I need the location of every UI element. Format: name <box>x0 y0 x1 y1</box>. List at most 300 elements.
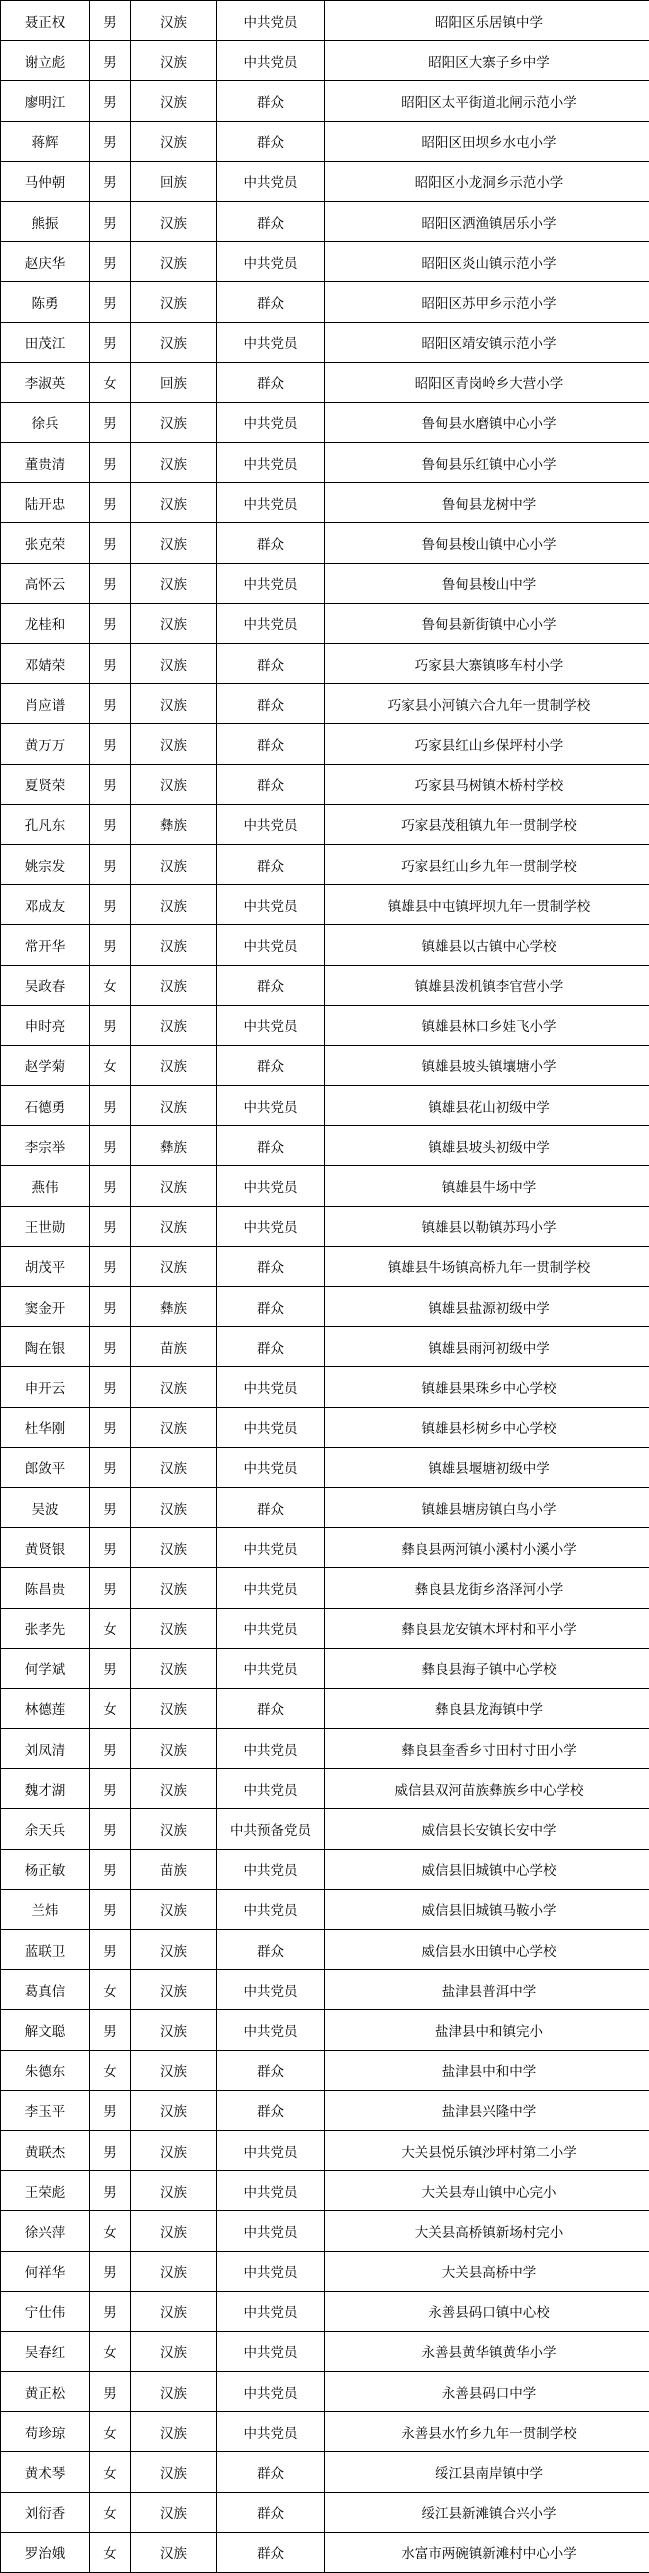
table-row <box>1 1447 649 1487</box>
name-cell: 林德莲 <box>1 1688 90 1728</box>
ethnicity-cell: 苗族 <box>131 1849 217 1889</box>
political-status-cell: 中共党员 <box>217 1367 325 1407</box>
table-row <box>1 2251 649 2291</box>
name-cell: 徐兵 <box>1 402 90 442</box>
table-row <box>1 644 649 684</box>
political-status-cell: 中共党员 <box>217 1769 325 1809</box>
ethnicity-cell: 回族 <box>131 362 217 402</box>
ethnicity-cell: 汉族 <box>131 764 217 804</box>
gender-cell: 男 <box>90 2171 131 2211</box>
name-cell: 郎敛平 <box>1 1447 90 1487</box>
workplace-cell: 威信县双河苗族彝族乡中心学校 <box>325 1769 649 1809</box>
ethnicity-cell: 汉族 <box>131 1809 217 1849</box>
name-cell: 龙桂和 <box>1 603 90 643</box>
gender-cell: 男 <box>90 563 131 603</box>
gender-cell: 男 <box>90 1648 131 1688</box>
political-status-cell: 群众 <box>217 2050 325 2090</box>
ethnicity-cell: 汉族 <box>131 724 217 764</box>
gender-cell: 男 <box>90 1246 131 1286</box>
name-cell: 陶在银 <box>1 1327 90 1367</box>
political-status-cell: 群众 <box>217 2492 325 2532</box>
gender-cell: 男 <box>90 1367 131 1407</box>
ethnicity-cell: 汉族 <box>131 2452 217 2492</box>
gender-cell: 男 <box>90 1005 131 1045</box>
political-status-cell: 中共党员 <box>217 1407 325 1447</box>
political-status-cell: 群众 <box>217 2532 325 2572</box>
political-status-cell: 群众 <box>217 81 325 121</box>
political-status-cell: 中共党员 <box>217 1648 325 1688</box>
table-row <box>1 1528 649 1568</box>
ethnicity-cell: 汉族 <box>131 885 217 925</box>
name-cell: 孔凡东 <box>1 804 90 844</box>
table-row <box>1 1206 649 1246</box>
name-cell: 蓝联卫 <box>1 1930 90 1970</box>
ethnicity-cell: 汉族 <box>131 1528 217 1568</box>
name-cell: 姚宗发 <box>1 844 90 884</box>
ethnicity-cell: 汉族 <box>131 1 217 41</box>
ethnicity-cell: 汉族 <box>131 1086 217 1126</box>
workplace-cell: 威信县旧城镇中心学校 <box>325 1849 649 1889</box>
gender-cell: 男 <box>90 2090 131 2130</box>
table-row <box>1 1608 649 1648</box>
gender-cell: 女 <box>90 2412 131 2452</box>
ethnicity-cell: 汉族 <box>131 2372 217 2412</box>
political-status-cell: 中共党员 <box>217 1849 325 1889</box>
ethnicity-cell: 汉族 <box>131 2251 217 2291</box>
name-cell: 邓婧荣 <box>1 644 90 684</box>
name-cell: 蒋辉 <box>1 121 90 161</box>
political-status-cell: 中共党员 <box>217 1729 325 1769</box>
workplace-cell: 镇雄县牛场中学 <box>325 1166 649 1206</box>
table-row <box>1 844 649 884</box>
ethnicity-cell: 汉族 <box>131 1447 217 1487</box>
gender-cell: 男 <box>90 804 131 844</box>
ethnicity-cell: 汉族 <box>131 2291 217 2331</box>
gender-cell: 男 <box>90 1 131 41</box>
political-status-cell: 中共党员 <box>217 2372 325 2412</box>
political-status-cell: 群众 <box>217 1327 325 1367</box>
name-cell: 刘衍香 <box>1 2492 90 2532</box>
table-row <box>1 41 649 81</box>
table-row <box>1 2050 649 2090</box>
table-row <box>1 1729 649 1769</box>
political-status-cell: 中共党员 <box>217 322 325 362</box>
name-cell: 王世勋 <box>1 1206 90 1246</box>
table-row <box>1 1487 649 1527</box>
gender-cell: 男 <box>90 684 131 724</box>
table-row <box>1 2090 649 2130</box>
workplace-cell: 盐津县兴隆中学 <box>325 2090 649 2130</box>
ethnicity-cell: 汉族 <box>131 2211 217 2251</box>
workplace-cell: 昭阳区炎山镇示范小学 <box>325 242 649 282</box>
gender-cell: 女 <box>90 2492 131 2532</box>
table-row <box>1 603 649 643</box>
name-cell: 徐兴萍 <box>1 2211 90 2251</box>
workplace-cell: 威信县旧城镇马鞍小学 <box>325 1889 649 1929</box>
name-cell: 杨正敏 <box>1 1849 90 1889</box>
table-row <box>1 764 649 804</box>
political-status-cell: 中共党员 <box>217 161 325 201</box>
gender-cell: 男 <box>90 844 131 884</box>
workplace-cell: 鲁甸县梭山镇中心小学 <box>325 523 649 563</box>
political-status-cell: 中共党员 <box>217 2010 325 2050</box>
name-cell: 赵庆华 <box>1 242 90 282</box>
political-status-cell: 群众 <box>217 724 325 764</box>
name-cell: 解文聪 <box>1 2010 90 2050</box>
name-cell: 陈勇 <box>1 282 90 322</box>
political-status-cell: 中共党员 <box>217 1086 325 1126</box>
ethnicity-cell: 汉族 <box>131 1608 217 1648</box>
workplace-cell: 镇雄县坡头镇壤塘小学 <box>325 1045 649 1085</box>
name-cell: 石德勇 <box>1 1086 90 1126</box>
political-status-cell: 群众 <box>217 1246 325 1286</box>
gender-cell: 女 <box>90 965 131 1005</box>
name-cell: 谢立彪 <box>1 41 90 81</box>
ethnicity-cell: 汉族 <box>131 644 217 684</box>
name-cell: 余天兵 <box>1 1809 90 1849</box>
name-cell: 田茂江 <box>1 322 90 362</box>
ethnicity-cell: 汉族 <box>131 2412 217 2452</box>
table-row <box>1 2452 649 2492</box>
political-status-cell: 中共党员 <box>217 1970 325 2010</box>
ethnicity-cell: 汉族 <box>131 2050 217 2090</box>
political-status-cell: 中共党员 <box>217 885 325 925</box>
workplace-cell: 大关县悦乐镇沙坪村第二小学 <box>325 2130 649 2170</box>
name-cell: 申开云 <box>1 1367 90 1407</box>
name-cell: 王荣彪 <box>1 2171 90 2211</box>
table-row <box>1 1688 649 1728</box>
ethnicity-cell: 彝族 <box>131 1287 217 1327</box>
name-cell: 何祥华 <box>1 2251 90 2291</box>
workplace-cell: 巧家县大寨镇哆车村小学 <box>325 644 649 684</box>
name-cell: 黄正松 <box>1 2372 90 2412</box>
table-row <box>1 1246 649 1286</box>
ethnicity-cell: 汉族 <box>131 1970 217 2010</box>
name-cell: 吴政春 <box>1 965 90 1005</box>
workplace-cell: 绥江县南岸镇中学 <box>325 2452 649 2492</box>
gender-cell: 男 <box>90 322 131 362</box>
gender-cell: 男 <box>90 2291 131 2331</box>
gender-cell: 男 <box>90 764 131 804</box>
workplace-cell: 巧家县茂租镇九年一贯制学校 <box>325 804 649 844</box>
ethnicity-cell: 汉族 <box>131 1729 217 1769</box>
ethnicity-cell: 回族 <box>131 161 217 201</box>
workplace-cell: 镇雄县堰塘初级中学 <box>325 1447 649 1487</box>
ethnicity-cell: 汉族 <box>131 684 217 724</box>
gender-cell: 男 <box>90 242 131 282</box>
name-cell: 张克荣 <box>1 523 90 563</box>
workplace-cell: 昭阳区太平街道北闸示范小学 <box>325 81 649 121</box>
name-cell: 魏才湖 <box>1 1769 90 1809</box>
ethnicity-cell: 汉族 <box>131 603 217 643</box>
name-cell: 陈昌贵 <box>1 1568 90 1608</box>
political-status-cell: 中共党员 <box>217 2211 325 2251</box>
name-cell: 张孝先 <box>1 1608 90 1648</box>
table-row <box>1 1849 649 1889</box>
name-cell: 杜华刚 <box>1 1407 90 1447</box>
name-cell: 董贵清 <box>1 443 90 483</box>
ethnicity-cell: 汉族 <box>131 1367 217 1407</box>
gender-cell: 女 <box>90 1608 131 1648</box>
gender-cell: 男 <box>90 1166 131 1206</box>
name-cell: 李玉平 <box>1 2090 90 2130</box>
workplace-cell: 威信县水田镇中心学校 <box>325 1930 649 1970</box>
workplace-cell: 彝良县龙街乡洛泽河小学 <box>325 1568 649 1608</box>
gender-cell: 女 <box>90 1045 131 1085</box>
political-status-cell: 中共党员 <box>217 41 325 81</box>
workplace-cell: 昭阳区小龙洞乡示范小学 <box>325 161 649 201</box>
political-status-cell: 群众 <box>217 201 325 241</box>
political-status-cell: 群众 <box>217 644 325 684</box>
gender-cell: 男 <box>90 1930 131 1970</box>
ethnicity-cell: 汉族 <box>131 1246 217 1286</box>
workplace-cell: 镇雄县果珠乡中心学校 <box>325 1367 649 1407</box>
workplace-cell: 镇雄县坡头初级中学 <box>325 1126 649 1166</box>
ethnicity-cell: 汉族 <box>131 965 217 1005</box>
workplace-cell: 威信县长安镇长安中学 <box>325 1809 649 1849</box>
political-status-cell: 群众 <box>217 1045 325 1085</box>
name-cell: 常开华 <box>1 925 90 965</box>
table-row <box>1 201 649 241</box>
ethnicity-cell: 苗族 <box>131 1327 217 1367</box>
name-cell: 廖明江 <box>1 81 90 121</box>
table-row <box>1 1287 649 1327</box>
political-status-cell: 中共党员 <box>217 563 325 603</box>
table-row <box>1 2372 649 2412</box>
name-cell: 罗治娥 <box>1 2532 90 2572</box>
ethnicity-cell: 汉族 <box>131 2010 217 2050</box>
gender-cell: 男 <box>90 724 131 764</box>
workplace-cell: 绥江县新滩镇合兴小学 <box>325 2492 649 2532</box>
political-status-cell: 群众 <box>217 121 325 161</box>
gender-cell: 男 <box>90 201 131 241</box>
workplace-cell: 镇雄县泼机镇李官营小学 <box>325 965 649 1005</box>
gender-cell: 女 <box>90 2452 131 2492</box>
political-status-cell: 中共党员 <box>217 1 325 41</box>
gender-cell: 男 <box>90 1809 131 1849</box>
gender-cell: 男 <box>90 2130 131 2170</box>
table-row <box>1 563 649 603</box>
name-cell: 胡茂平 <box>1 1246 90 1286</box>
workplace-cell: 镇雄县雨河初级中学 <box>325 1327 649 1367</box>
workplace-cell: 镇雄县塘房镇白鸟小学 <box>325 1487 649 1527</box>
name-cell: 邓成友 <box>1 885 90 925</box>
gender-cell: 女 <box>90 2331 131 2371</box>
political-status-cell: 中共党员 <box>217 2130 325 2170</box>
table-row <box>1 1327 649 1367</box>
gender-cell: 男 <box>90 161 131 201</box>
table-row <box>1 523 649 563</box>
political-status-cell: 群众 <box>217 844 325 884</box>
political-status-cell: 中共党员 <box>217 483 325 523</box>
political-status-cell: 中共党员 <box>217 1608 325 1648</box>
political-status-cell: 中共党员 <box>217 2291 325 2331</box>
gender-cell: 男 <box>90 523 131 563</box>
name-cell: 肖应谱 <box>1 684 90 724</box>
table-row <box>1 965 649 1005</box>
table-row <box>1 1648 649 1688</box>
table-row <box>1 1407 649 1447</box>
gender-cell: 男 <box>90 1769 131 1809</box>
ethnicity-cell: 汉族 <box>131 2130 217 2170</box>
name-cell: 李宗举 <box>1 1126 90 1166</box>
ethnicity-cell: 汉族 <box>131 322 217 362</box>
table-row <box>1 1769 649 1809</box>
gender-cell: 男 <box>90 443 131 483</box>
ethnicity-cell: 汉族 <box>131 1487 217 1527</box>
workplace-cell: 巧家县马树镇木桥村学校 <box>325 764 649 804</box>
gender-cell: 男 <box>90 1447 131 1487</box>
name-cell: 黄贤银 <box>1 1528 90 1568</box>
ethnicity-cell: 汉族 <box>131 1407 217 1447</box>
political-status-cell: 中共党员 <box>217 804 325 844</box>
gender-cell: 男 <box>90 1327 131 1367</box>
political-status-cell: 群众 <box>217 1126 325 1166</box>
political-status-cell: 中共党员 <box>217 1005 325 1045</box>
table-row <box>1 724 649 764</box>
workplace-cell: 镇雄县以勒镇苏玛小学 <box>325 1206 649 1246</box>
name-cell: 夏贤荣 <box>1 764 90 804</box>
name-cell: 马仲朝 <box>1 161 90 201</box>
table-row <box>1 2331 649 2371</box>
gender-cell: 女 <box>90 2532 131 2572</box>
table-row <box>1 1930 649 1970</box>
ethnicity-cell: 汉族 <box>131 2532 217 2572</box>
name-cell: 朱德东 <box>1 2050 90 2090</box>
gender-cell: 男 <box>90 603 131 643</box>
political-status-cell: 中共党员 <box>217 2331 325 2371</box>
gender-cell: 男 <box>90 885 131 925</box>
political-status-cell: 群众 <box>217 523 325 563</box>
table-row <box>1 322 649 362</box>
ethnicity-cell: 汉族 <box>131 1648 217 1688</box>
table-row <box>1 282 649 322</box>
ethnicity-cell: 汉族 <box>131 242 217 282</box>
workplace-cell: 永善县黄华镇黄华小学 <box>325 2331 649 2371</box>
workplace-cell: 昭阳区乐居镇中学 <box>325 1 649 41</box>
workplace-cell: 大关县寿山镇中心完小 <box>325 2171 649 2211</box>
table-row <box>1 443 649 483</box>
table-row <box>1 2532 649 2572</box>
table-row <box>1 1367 649 1407</box>
workplace-cell: 永善县水竹乡九年一贯制学校 <box>325 2412 649 2452</box>
name-cell: 高怀云 <box>1 563 90 603</box>
table-row <box>1 1809 649 1849</box>
gender-cell: 女 <box>90 362 131 402</box>
ethnicity-cell: 汉族 <box>131 1889 217 1929</box>
table-row <box>1 2130 649 2170</box>
gender-cell: 男 <box>90 1889 131 1929</box>
political-status-cell: 中共党员 <box>217 1447 325 1487</box>
gender-cell: 男 <box>90 2372 131 2412</box>
name-cell: 葛真信 <box>1 1970 90 2010</box>
political-status-cell: 中共党员 <box>217 925 325 965</box>
name-cell: 宁仕伟 <box>1 2291 90 2331</box>
workplace-cell: 大关县高桥镇新场村完小 <box>325 2211 649 2251</box>
table-row <box>1 161 649 201</box>
gender-cell: 男 <box>90 402 131 442</box>
gender-cell: 男 <box>90 1729 131 1769</box>
workplace-cell: 镇雄县牛场镇高桥九年一贯制学校 <box>325 1246 649 1286</box>
ethnicity-cell: 汉族 <box>131 483 217 523</box>
workplace-cell: 昭阳区大寨子乡中学 <box>325 41 649 81</box>
table-row <box>1 684 649 724</box>
workplace-cell: 水富市两碗镇新滩村中心小学 <box>325 2532 649 2572</box>
name-cell: 申时亮 <box>1 1005 90 1045</box>
workplace-cell: 镇雄县中屯镇坪坝九年一贯制学校 <box>325 885 649 925</box>
name-cell: 苟珍琼 <box>1 2412 90 2452</box>
workplace-cell: 镇雄县杉树乡中心学校 <box>325 1407 649 1447</box>
workplace-cell: 鲁甸县新街镇中心小学 <box>325 603 649 643</box>
political-status-cell: 群众 <box>217 965 325 1005</box>
gender-cell: 男 <box>90 1487 131 1527</box>
gender-cell: 男 <box>90 1849 131 1889</box>
gender-cell: 男 <box>90 2010 131 2050</box>
name-cell: 何学斌 <box>1 1648 90 1688</box>
gender-cell: 男 <box>90 483 131 523</box>
table-row <box>1 2010 649 2050</box>
name-cell: 刘凤清 <box>1 1729 90 1769</box>
name-cell: 吴波 <box>1 1487 90 1527</box>
gender-cell: 男 <box>90 1126 131 1166</box>
political-status-cell: 中共党员 <box>217 1568 325 1608</box>
ethnicity-cell: 汉族 <box>131 1206 217 1246</box>
name-cell: 黄术琴 <box>1 2452 90 2492</box>
ethnicity-cell: 汉族 <box>131 844 217 884</box>
table-row <box>1 2412 649 2452</box>
gender-cell: 男 <box>90 1568 131 1608</box>
gender-cell: 男 <box>90 1086 131 1126</box>
ethnicity-cell: 汉族 <box>131 2331 217 2371</box>
political-status-cell: 中共党员 <box>217 242 325 282</box>
workplace-cell: 镇雄县以古镇中心学校 <box>325 925 649 965</box>
political-status-cell: 群众 <box>217 1930 325 1970</box>
workplace-cell: 鲁甸县水磨镇中心小学 <box>325 402 649 442</box>
table-row <box>1 925 649 965</box>
workplace-cell: 鲁甸县龙树中学 <box>325 483 649 523</box>
table-row <box>1 1005 649 1045</box>
name-cell: 李淑英 <box>1 362 90 402</box>
workplace-cell: 镇雄县盐源初级中学 <box>325 1287 649 1327</box>
workplace-cell: 镇雄县林口乡娃飞小学 <box>325 1005 649 1045</box>
gender-cell: 男 <box>90 121 131 161</box>
ethnicity-cell: 汉族 <box>131 2171 217 2211</box>
political-status-cell: 群众 <box>217 2452 325 2492</box>
ethnicity-cell: 汉族 <box>131 523 217 563</box>
gender-cell: 男 <box>90 41 131 81</box>
political-status-cell: 中共党员 <box>217 603 325 643</box>
workplace-cell: 盐津县中和中学 <box>325 2050 649 2090</box>
gender-cell: 男 <box>90 925 131 965</box>
workplace-cell: 巧家县红山乡九年一贯制学校 <box>325 844 649 884</box>
workplace-cell: 彝良县奎香乡寸田村寸田小学 <box>325 1729 649 1769</box>
table-row <box>1 1045 649 1085</box>
gender-cell: 男 <box>90 282 131 322</box>
ethnicity-cell: 彝族 <box>131 804 217 844</box>
ethnicity-cell: 汉族 <box>131 1568 217 1608</box>
workplace-cell: 昭阳区田坝乡水屯小学 <box>325 121 649 161</box>
workplace-cell: 大关县高桥中学 <box>325 2251 649 2291</box>
table-row <box>1 1166 649 1206</box>
ethnicity-cell: 汉族 <box>131 563 217 603</box>
ethnicity-cell: 汉族 <box>131 1005 217 1045</box>
workplace-cell: 巧家县红山乡保坪村小学 <box>325 724 649 764</box>
personnel-table-body <box>1 1 649 2573</box>
gender-cell: 男 <box>90 2251 131 2291</box>
political-status-cell: 群众 <box>217 362 325 402</box>
table-row <box>1 1 649 41</box>
table-row <box>1 402 649 442</box>
